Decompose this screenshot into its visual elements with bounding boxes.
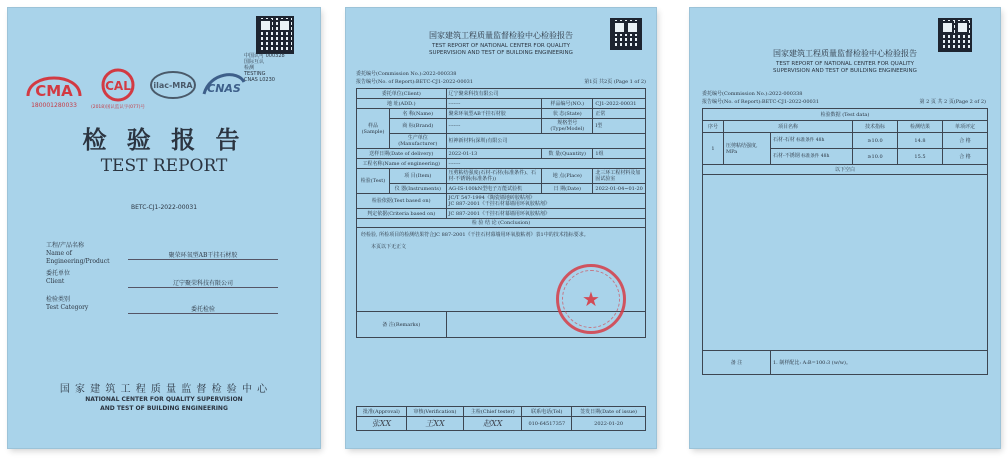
report-page-2 (690, 8, 1000, 448)
ilac-text: ilac-MRA (153, 81, 193, 90)
cover-footer-en-2: AND TEST OF BUILDING ENGINEERING (100, 405, 228, 412)
cover-title-cn: 检 验 报 告 (82, 125, 246, 154)
cma-logo (24, 66, 84, 110)
product-label-cn: 工程/产品名称 (46, 242, 85, 249)
qr-code (938, 18, 972, 52)
page2-commission-no: 委托编号(Commission No.):2022-000338 (356, 71, 457, 77)
sample-no: CJ1-2022-00031 (593, 99, 646, 109)
tester-signature: 赵XX (464, 417, 522, 431)
cal-caption: (2018)国认监认字(077)号 (90, 105, 146, 110)
qr-code (256, 16, 294, 54)
page2-report-no: 报告编号(No. of Report):BETC-CJ1-2022-00031 (356, 79, 474, 85)
client-label-en: Client (46, 278, 65, 285)
cal-logo (90, 66, 146, 110)
sample-name: 聚荣环氧型AB干挂石材胶 (446, 109, 542, 119)
page3-header-en-1: TEST REPORT OF NATIONAL CENTER FOR QUALITY (775, 61, 914, 67)
qr-code (610, 18, 642, 50)
cma-number: 180001280033 (31, 102, 77, 109)
end-note: 以下空白 (703, 165, 988, 175)
test-data-table: 检验数据 (Test data) 序号 项目名称 技术指标 检测结果 单项评定 1 压剪粘结强度, MPa 石材-石材 标准条件 48h ≥10.0 14.8 合 格 石材-不锈钢 标准条件 48h ≥10.0 15.5 合 格 以下空白 备 注 1. 制样配比: A:B=100:3 (w/w)。 (702, 108, 988, 375)
page3-report-no: 报告编号(No. of Report):BETC-CJ1-2022-00031 (702, 99, 820, 105)
product-label-en: Name of Engineering/Product (46, 250, 110, 265)
page2-header-en-2: SUPERVISION AND TEST OF BUILDING ENGINEERING (429, 50, 573, 56)
category-label-en: Test Category (46, 304, 89, 311)
remarks-value: 1. 制样配比: A:B=100:3 (w/w)。 (771, 351, 988, 375)
page2-header-cn: 国家建筑工程质量监督检验中心检验报告 (429, 31, 573, 40)
cover-title-en: TEST REPORT (100, 156, 228, 176)
report-page-1 (346, 8, 656, 448)
category-value: 委托检验 (128, 304, 278, 314)
client-value: 辽宁聚荣科技有限公司 (128, 278, 278, 288)
table-row: 1 压剪粘结强度, MPa 石材-石材 标准条件 48h ≥10.0 14.8 合 格 (703, 133, 988, 149)
cal-text: CAL (105, 79, 131, 93)
cnas-logo (200, 66, 246, 110)
cover-footer-en-1: NATIONAL CENTER FOR QUALITY SUPERVISION (85, 396, 243, 403)
section-title: 检验数据 (Test data) (703, 109, 988, 121)
signature-table: 批准(Approval) 审核(Verification) 主检(Chief tester) 联系电话(Tel) 签发日期(Date of issue) 张XX 王XX 赵XX 010-64517357 2022-01-20 (356, 406, 646, 431)
client-label-cn: 委托单位 (46, 270, 71, 277)
official-stamp: ★ (556, 264, 626, 334)
cover-footer-cn: 国 家 建 筑 工 程 质 量 监 督 检 验 中 心 (59, 384, 269, 395)
page3-header-en-2: SUPERVISION AND TEST OF BUILDING ENGINEERING (773, 68, 917, 74)
table-row: 石材-不锈钢 标准条件 48h ≥10.0 15.5 合 格 (703, 149, 988, 165)
page2-header-en-1: TEST REPORT OF NATIONAL CENTER FOR QUALITY (431, 43, 570, 49)
category-label-cn: 检验类别 (46, 296, 71, 303)
cnas-text: CNAS (207, 82, 241, 95)
cover-report-no: BETC-CJ1-2022-00031 (130, 204, 198, 211)
sample-info-table: 委托单位(Client) 辽宁聚荣科技有限公司 地 址(ADD.) ------- 样品编号(NO.) CJ1-2022-00031 样品(Sample) 名 称(Name) 聚荣环氧型AB干挂石材胶 状 态(State) 正常 商 标(Brand) ------- 规格型号(Type/Model) I型 生产单位(Manufacturer) 桓神新材料(深圳)有限公司 送样日期(Date of delivery) 2022-01-13 数 量(Quantity) 1组 工程名称(Name of engineering) ------- 检验(Test) 项 目(Item) 压剪粘结强度(石材-石材(标准条件)、石材-不锈钢(标准条件)) 地 点(Place) 北三环工程材料及加固试验室 仪 器(Instruments) AG-IS-100kN型电子万能试验机 日 期(Date) 2022-01-04~01-20 检验依据(Test based on) JC/T 547-1994《陶瓷墙地砖胶粘剂》 JC 887-2001《干挂石材幕墙用环氧胶粘剂》 判定依据(Criteria based on) JC 887-2001《干挂石材幕墙用环氧胶粘剂》 检 验 结 论 (Conclusion) 经检验, 所检项目的检测结果符合JC 887-2001《干挂石材幕墙用环氧胶粘剂》表1中的技术指标要求。 本页以下无正文 备 注(Remarks) (356, 88, 646, 338)
cnas-caption: 中国认可 (244, 53, 265, 59)
qr-number: 000328 (265, 53, 285, 59)
client-value: 辽宁聚荣科技有限公司 (446, 89, 645, 99)
verification-signature: 王XX (406, 417, 463, 431)
page3-page-no: 第 2 页 共 2 页(Page 2 of 2) (919, 99, 986, 105)
cover-page: 中国认可 000328 国际互认 检测 TESTING CNAS L0230 CMA 180001280033 CAL (2018)国认监认字(077)号 ilac-MRA CNAS 检 验 报 告 TEST REPORT BETC-CJ1-2022-00031 工程/产品名称 Name of Engineering/Product 聚荣环氧型AB干挂石材胶 委托单位 Client 辽宁聚荣科技有限公司 检验类别 Test Category 委托检验 国 家 建 筑 工 程 质 量 监 督 检 验 中 心 NATIONAL CENTER FOR QUALITY SUPERVISION AND TEST OF BUILDING ENGINEERING (8, 8, 320, 448)
conclusion-box: 经检验, 所检项目的检测结果符合JC 887-2001《干挂石材幕墙用环氧胶粘剂》表1中的技术指标要求。 本页以下无正文 (357, 228, 646, 312)
ilac-logo (148, 66, 198, 110)
page2-page-no: 第1页 共2页 (Page 1 of 2) (584, 79, 646, 85)
page3-header-cn: 国家建筑工程质量监督检验中心检验报告 (773, 49, 917, 58)
approval-signature: 张XX (357, 417, 407, 431)
page3-commission-no: 委托编号(Commission No.):2022-000338 (702, 91, 803, 97)
product-value: 聚荣环氧型AB干挂石材胶 (128, 250, 278, 260)
cma-text: CMA (35, 82, 73, 100)
